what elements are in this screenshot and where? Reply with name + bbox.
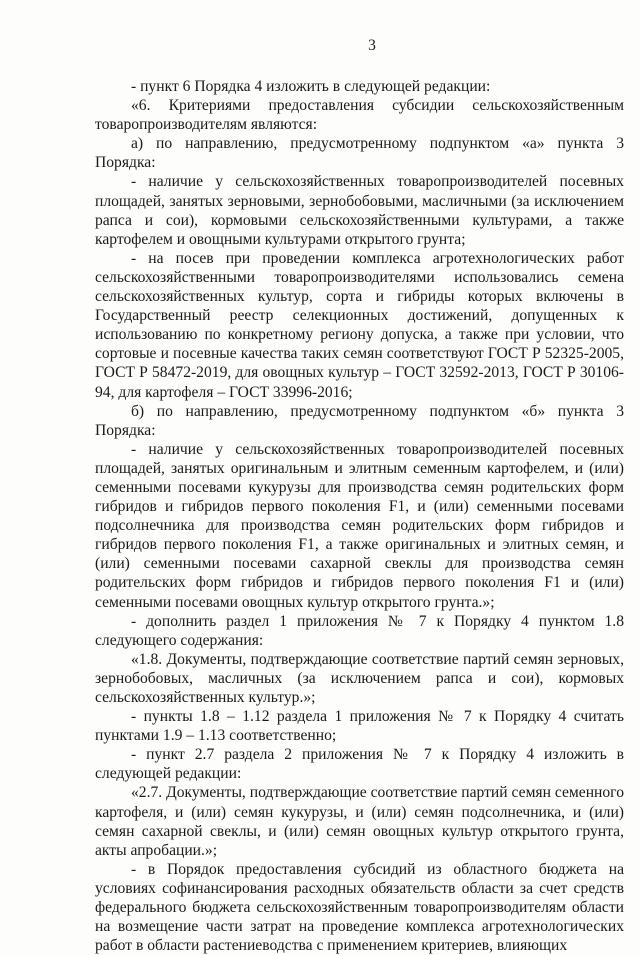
paragraph-direction-b: б) по направлению, предусмотренному подпунктом «б» пункта 3 Порядка: xyxy=(95,402,624,439)
paragraph-point-2-7-text: «2.7. Документы, подтверждающие соответствие партий семян семенного картофеля, и (или) семян кукурузы, и (или) семян подсолнечника, и (или) семян сахарной свеклы, и (или) семян овощных культур открытого грунта, акты апробации.»; xyxy=(95,784,624,859)
paragraph-direction-a: а) по направлению, предусмотренному подпунктом «а» пункта 3 Порядка: xyxy=(95,135,624,172)
paragraph-subsidy-procedure: - в Порядок предоставления субсидий из областного бюджета на условиях софинансирования расходных обязательств области за счет средств федерального бюджета сельскохозяйственным товаропроизводителям области на возмещение части затрат на проведение комплекса агротехнологических работ в области растениеводства с применением критериев, влияющих xyxy=(95,860,624,955)
paragraph-sown-areas: - наличие у сельскохозяйственных товаропроизводителей посевных площадей, занятых зерновыми, зернобобовыми, масличными (за исключением рапса и сои), кормовыми сельскохозяйственными культурами, а также картофелем и овощными культурами открытого грунта; xyxy=(95,173,624,248)
paragraph-amend-point-6: - пункт 6 Порядка 4 изложить в следующей редакции: xyxy=(131,78,491,95)
paragraph-add-point-1-8: - дополнить раздел 1 приложения № 7 к Порядку 4 пунктом 1.8 следующего содержания: xyxy=(95,612,624,649)
page-number: 3 xyxy=(368,37,376,54)
paragraph-seed-plantings: - наличие у сельскохозяйственных товаропроизводителей посевных площадей, занятых оригинальным и элитным семенным картофелем, и (или) семенными посевами кукурузы для производства семян родительских форм гибридов и гибридов первого поколения F1, и (или) семенными посевами подсолнечника для производства семян родительских форм гибридов и гибридов первого поколения F1, а также оригинальных и элитных семян, и (или) семенными посевами сахарной свеклы для производства семян родительских форм гибридов и гибридов первого поколения F1 и (или) семенными посевами овощных культур открытого грунта.»; xyxy=(95,440,624,611)
paragraph-criteria-intro: «6. Критериями предоставления субсидии сельскохозяйственным товаропроизводителям являются: xyxy=(95,97,624,134)
paragraph-point-1-8-text: «1.8. Документы, подтверждающие соответствие партий семян зерновых, зернобобовых, масличных (за исключением рапса и сои), кормовых сельскохозяйственных культур.»; xyxy=(95,650,624,706)
paragraph-renumber-points: - пункты 1.8 – 1.12 раздела 1 приложения № 7 к Порядку 4 считать пунктами 1.9 – 1.13 соответственно; xyxy=(95,708,624,745)
paragraph-amend-point-2-7: - пункт 2.7 раздела 2 приложения № 7 к Порядку 4 изложить в следующей редакции: xyxy=(95,746,624,783)
paragraph-seed-requirements: - на посев при проведении комплекса агротехнологических работ сельскохозяйственными товаропроизводителями использовались семена сельскохозяйственных культур, сорта и гибриды которых включены в Государственный реестр селекционных достижений, допущенных к использованию по конкретному региону допуска, а также при условии, что сортовые и посевные качества таких семян соответствуют ГОСТ Р 52325-2005, ГОСТ Р 58472-2019, для овощных культур – ГОСТ 32592-2013, ГОСТ Р 30106-94, для картофеля – ГОСТ 33996-2016; xyxy=(95,249,624,401)
